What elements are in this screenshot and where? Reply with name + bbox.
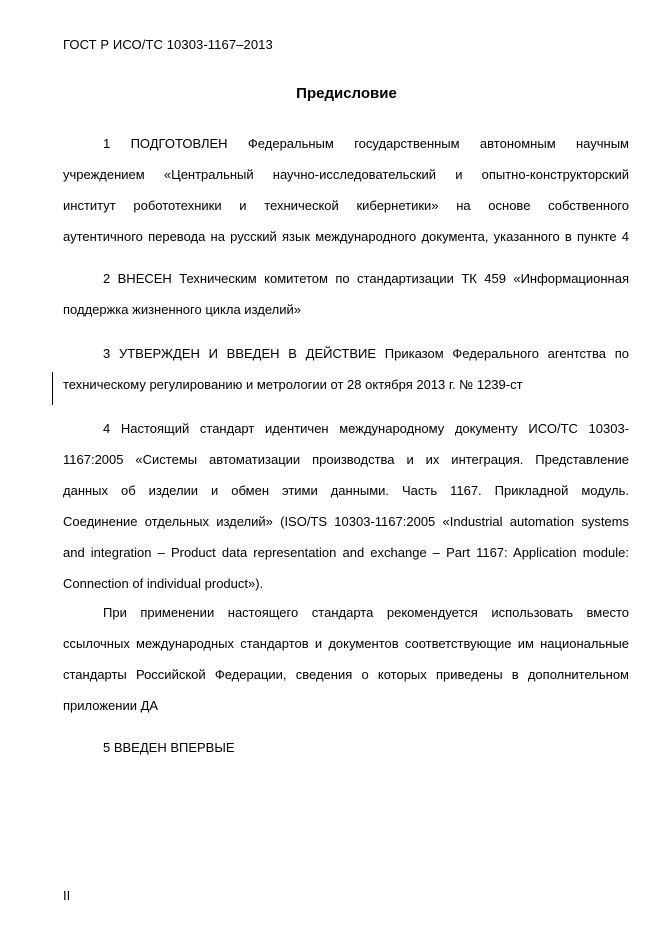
paragraph-6 xyxy=(63,732,629,763)
page-number: II xyxy=(63,888,71,903)
paragraph-line: поддержка жизненного цикла изделий» xyxy=(63,302,301,317)
paragraph-line: институт робототехники и технической кибернетики» на основе собственного xyxy=(63,198,629,213)
paragraph-line: 1 ПОДГОТОВЛЕН Федеральным государственным автономным научным xyxy=(103,136,629,151)
paragraph-line: and integration – Product data representation and exchange – Part 1167: Application module: xyxy=(63,545,629,560)
paragraph-line: При применении настоящего стандарта рекомендуется использовать вместо xyxy=(103,605,629,620)
paragraph-line: Соединение отдельных изделий» (ISO/TS 10303-1167:2005 «Industrial automation systems xyxy=(63,514,629,529)
paragraph-line: Connection of individual product»). xyxy=(63,576,264,591)
paragraph-line: 3 УТВЕРЖДЕН И ВВЕДЕН В ДЕЙСТВИЕ Приказом Федерального агентства по xyxy=(103,346,629,361)
paragraph-line: учреждением «Центральный научно-исследовательский и опытно-конструкторский xyxy=(63,167,629,182)
paragraph-1 xyxy=(63,128,629,252)
paragraph-5 xyxy=(63,597,629,721)
paragraph-3 xyxy=(63,338,629,400)
paragraph-line: 2 ВНЕСЕН Техническим комитетом по стандартизации ТК 459 «Информационная xyxy=(103,271,629,286)
paragraph-line: 4 Настоящий стандарт идентичен международному документу ИСО/ТС 10303- xyxy=(103,421,629,436)
paragraph-line: ссылочных международных стандартов и документов соответствующие им национальные xyxy=(63,636,629,651)
revision-margin-bar xyxy=(52,372,53,405)
document-header-code: ГОСТ Р ИСО/ТС 10303-1167–2013 xyxy=(63,37,273,52)
paragraph-line: стандарты Российской Федерации, сведения о которых приведены в дополнительном xyxy=(63,667,629,682)
paragraph-line: техническому регулированию и метрологии от 28 октября 2013 г. № 1239-ст xyxy=(63,377,523,392)
section-title: Предисловие xyxy=(296,85,397,102)
paragraph-line: аутентичного перевода на русский язык международного документа, указанного в пункте 4 xyxy=(63,229,629,244)
paragraph-line: данных об изделии и обмен этими данными. Часть 1167. Прикладной модуль. xyxy=(63,483,629,498)
paragraph-4 xyxy=(63,413,629,599)
paragraph-line: приложении ДА xyxy=(63,698,159,713)
paragraph-2 xyxy=(63,263,629,325)
paragraph-line: 1167:2005 «Системы автоматизации производства и их интеграция. Представление xyxy=(63,452,629,467)
paragraph-line: 5 ВВЕДЕН ВПЕРВЫЕ xyxy=(103,740,235,755)
